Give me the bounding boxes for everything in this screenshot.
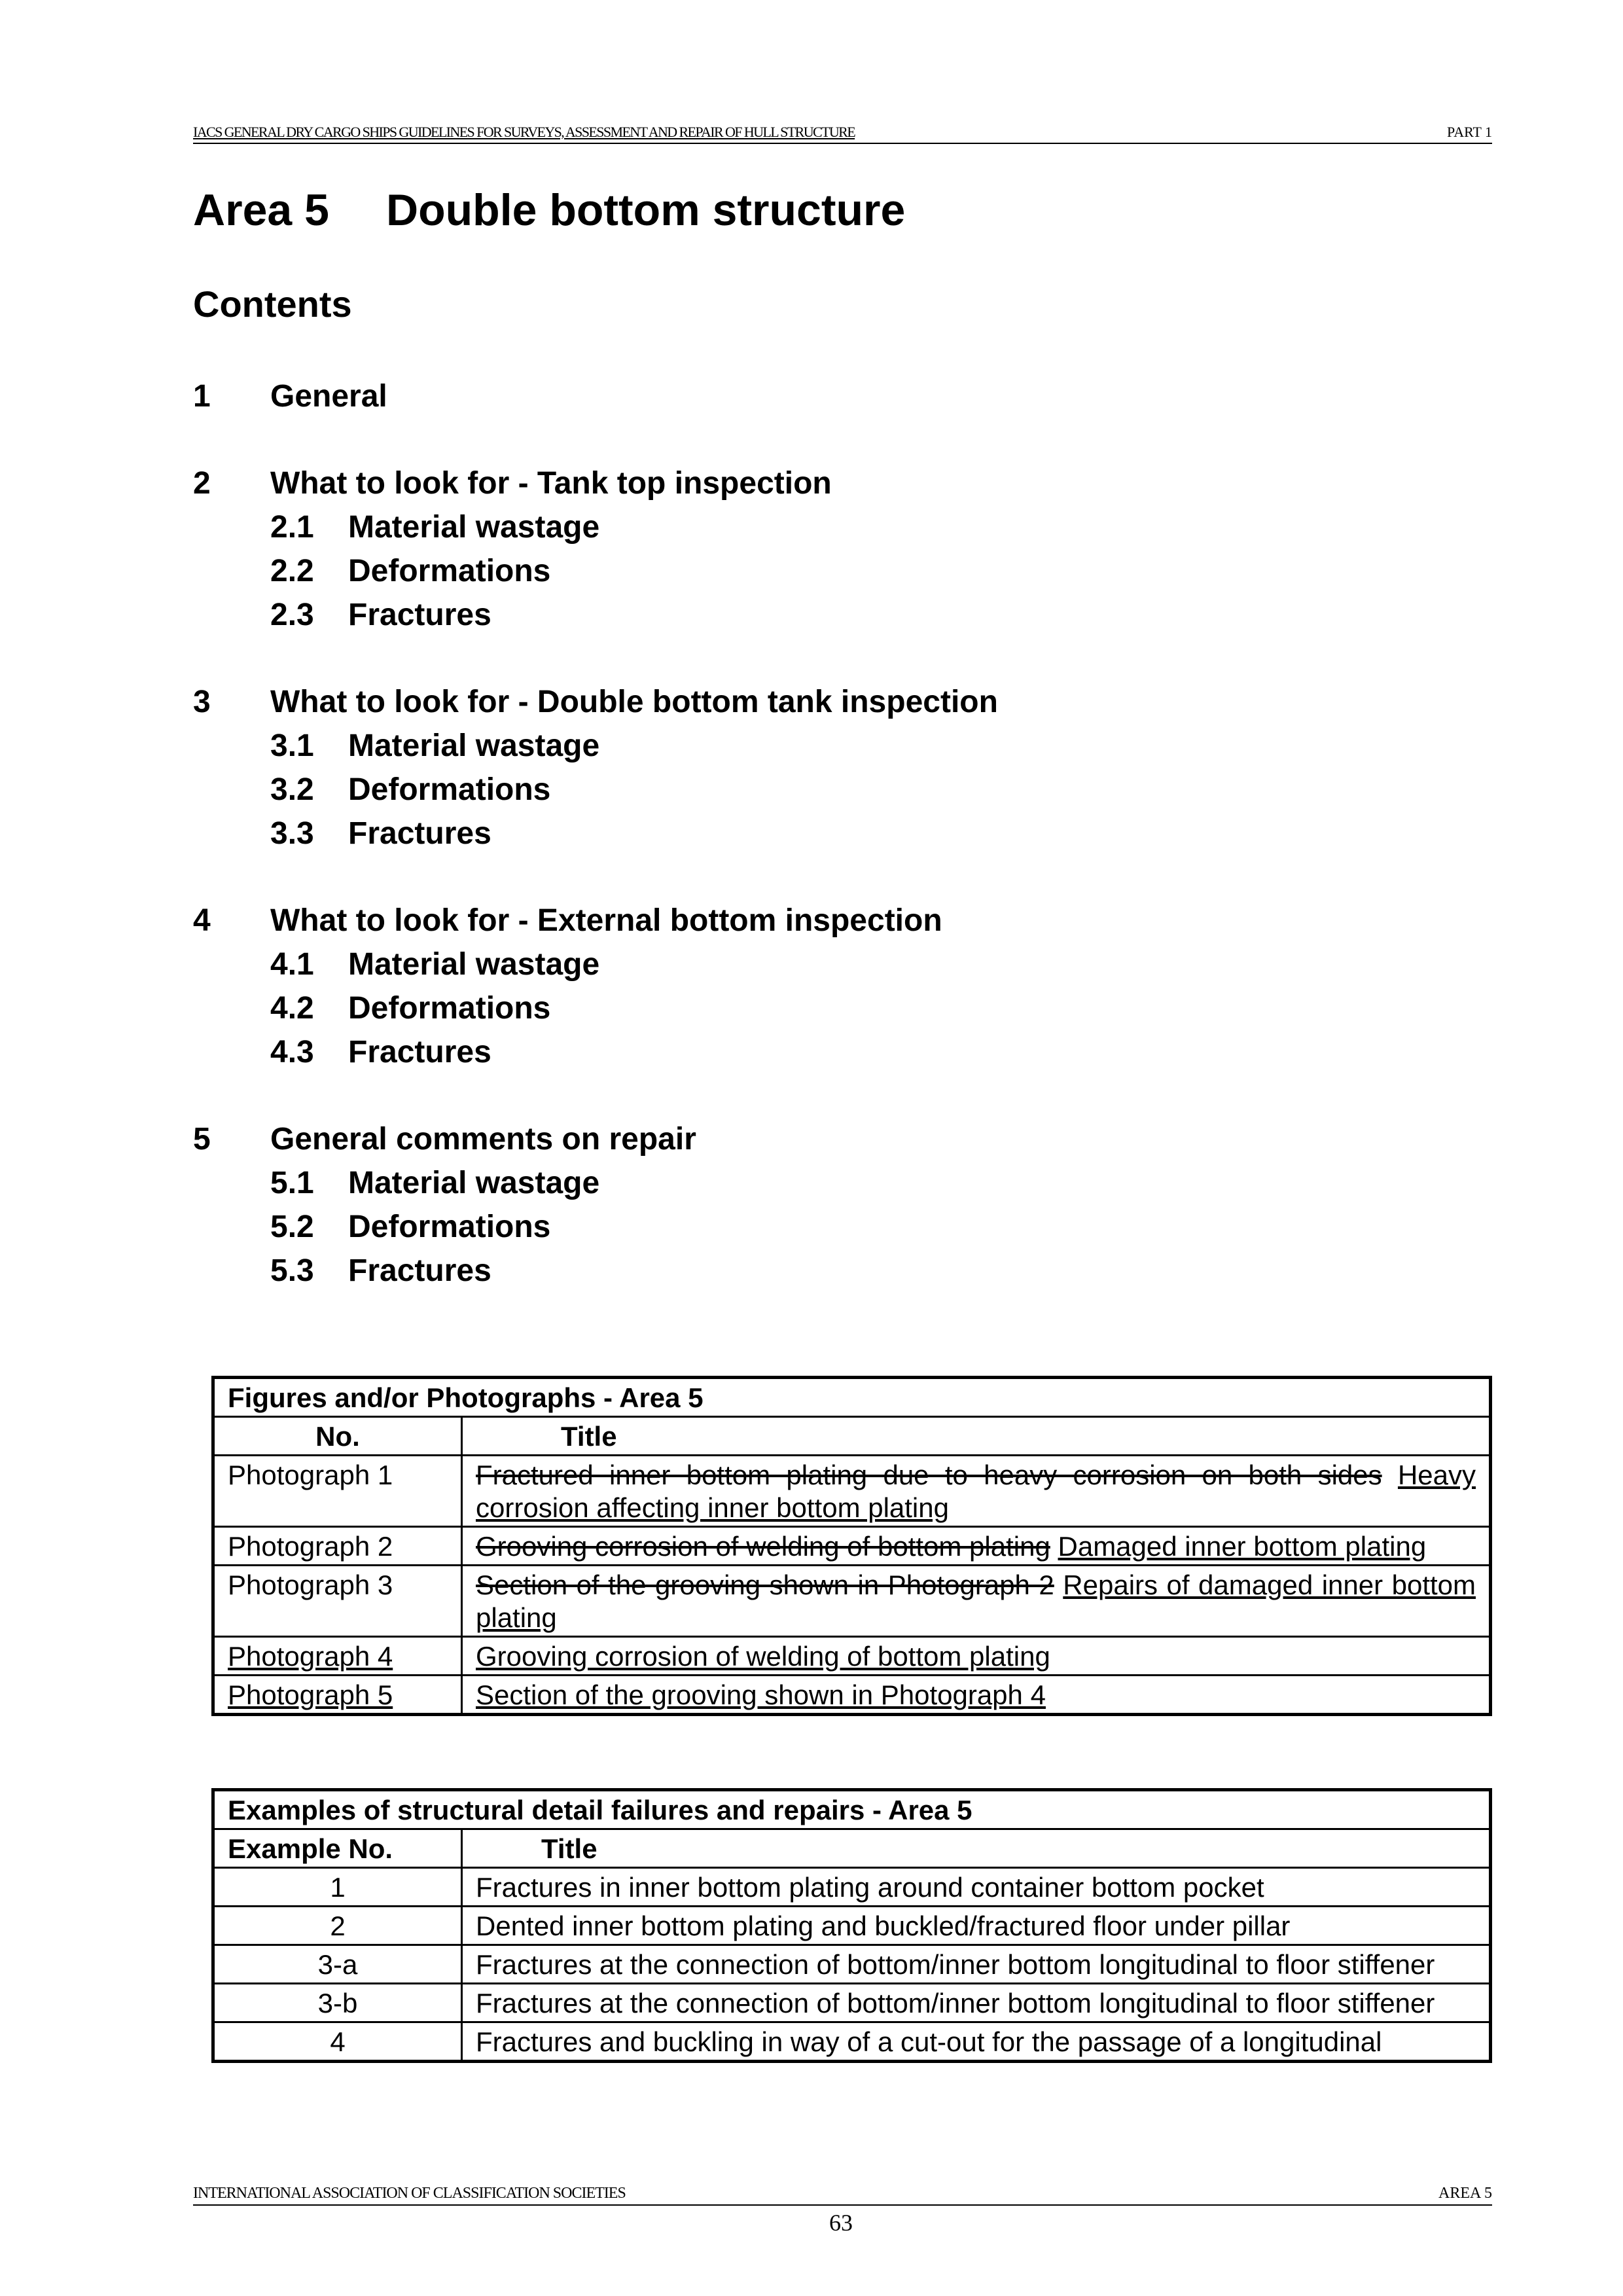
toc-subsection-number: 3.3 xyxy=(270,816,314,851)
photograph-number: Photograph 4 xyxy=(228,1641,393,1672)
toc-section-title: What to look for - Tank top inspection xyxy=(270,466,832,501)
toc-subsection-title: Material wastage xyxy=(348,510,600,545)
toc-subsection-row xyxy=(193,1253,1371,1297)
inserted-title-text: Heavy corrosion affecting inner bottom plating xyxy=(476,1460,1476,1523)
toc-subsection-row xyxy=(193,553,1371,597)
toc-subsection-title: Deformations xyxy=(348,772,551,807)
header-part: PART 1 xyxy=(1447,124,1492,140)
examples-header-row xyxy=(213,1829,1491,1868)
toc-section-number: 1 xyxy=(193,379,211,414)
toc-subsection-title: Deformations xyxy=(348,1210,551,1244)
toc-section-title: General comments on repair xyxy=(270,1122,696,1157)
toc-section xyxy=(193,1121,1371,1297)
toc-subsection-row xyxy=(193,1165,1371,1209)
example-number: 4 xyxy=(213,2022,462,2062)
toc-section-number: 2 xyxy=(193,466,211,501)
toc-subsection-row xyxy=(193,990,1371,1034)
photograph-number-cell xyxy=(213,1456,462,1527)
toc-subsection-title: Material wastage xyxy=(348,947,600,982)
toc-section xyxy=(193,378,1371,422)
deleted-title-text: Grooving corrosion of welding of bottom plating xyxy=(476,1531,1050,1562)
table-row xyxy=(213,1945,1491,1984)
toc-section xyxy=(193,684,1371,859)
photograph-title-cell xyxy=(462,1637,1491,1676)
example-number: 3-b xyxy=(213,1984,462,2022)
toc-subsection-number: 4.1 xyxy=(270,947,314,982)
toc-subsection-number: 5.3 xyxy=(270,1253,314,1288)
toc-subsection-title: Material wastage xyxy=(348,1166,600,1200)
footer-organisation: INTERNATIONAL ASSOCIATION OF CLASSIFICATION SOCIETIES xyxy=(193,2185,626,2202)
toc-section-number: 4 xyxy=(193,903,211,938)
table-row xyxy=(213,1527,1491,1566)
table-row xyxy=(213,1676,1491,1715)
photograph-number: Photograph 5 xyxy=(228,1679,393,1710)
toc-subsection-row xyxy=(193,1034,1371,1078)
toc-subsection-number: 3.1 xyxy=(270,728,314,763)
toc-subsection-title: Fractures xyxy=(348,816,491,851)
toc-section-title: What to look for - External bottom inspection xyxy=(270,903,942,938)
toc-subsection-row xyxy=(193,772,1371,816)
example-number: 3-a xyxy=(213,1945,462,1984)
toc-section-row xyxy=(193,684,1371,728)
inserted-title-text: Section of the grooving shown in Photograph 4 xyxy=(476,1679,1046,1710)
toc-section-title: General xyxy=(270,379,387,414)
page-number: 63 xyxy=(829,2210,853,2236)
toc-section-number: 3 xyxy=(193,685,211,719)
photograph-number-cell xyxy=(213,1676,462,1715)
photograph-title-cell xyxy=(462,1527,1491,1566)
toc-subsection-number: 5.2 xyxy=(270,1210,314,1244)
toc-section-number: 5 xyxy=(193,1122,211,1157)
column-header-no: No. xyxy=(213,1417,462,1456)
table-row xyxy=(213,2022,1491,2062)
table-row xyxy=(213,1637,1491,1676)
example-title: Fractures and buckling in way of a cut-out for the passage of a longitudinal xyxy=(462,2022,1491,2062)
toc-subsection-row xyxy=(193,728,1371,772)
toc-section xyxy=(193,465,1371,641)
column-header-example-no: Example No. xyxy=(213,1829,462,1868)
examples-caption: Examples of structural detail failures and repairs - Area 5 xyxy=(213,1790,1491,1829)
photograph-title-cell xyxy=(462,1566,1491,1637)
toc-subsection-number: 3.2 xyxy=(270,772,314,807)
example-title: Fractures at the connection of bottom/inner bottom longitudinal to floor stiffener xyxy=(462,1984,1491,2022)
footer-area: AREA 5 xyxy=(1438,2185,1492,2202)
toc-subsection-title: Fractures xyxy=(348,598,491,632)
table-row xyxy=(213,1456,1491,1527)
page-header xyxy=(193,122,1492,144)
photograph-title-cell xyxy=(462,1676,1491,1715)
toc-section-row xyxy=(193,465,1371,509)
photographs-caption-row xyxy=(213,1378,1491,1417)
inserted-title-text: Repairs of damaged inner bottom plating xyxy=(476,1570,1476,1633)
toc-subsection-number: 2.2 xyxy=(270,554,314,588)
toc-subsection-number: 4.3 xyxy=(270,1035,314,1069)
photograph-number: Photograph 3 xyxy=(228,1570,393,1600)
example-number: 2 xyxy=(213,1907,462,1945)
photograph-number-cell xyxy=(213,1637,462,1676)
toc-section-row xyxy=(193,378,1371,422)
toc-subsection-number: 2.1 xyxy=(270,510,314,545)
toc-subsection-title: Deformations xyxy=(348,991,551,1026)
toc-subsection-row xyxy=(193,509,1371,553)
deleted-title-text: Section of the grooving shown in Photograph 2 xyxy=(476,1570,1054,1600)
column-header-title: Title xyxy=(462,1829,1491,1868)
toc-section-row xyxy=(193,903,1371,946)
page-footer xyxy=(193,2186,1492,2206)
toc-subsection-number: 2.3 xyxy=(270,598,314,632)
photograph-number-cell xyxy=(213,1566,462,1637)
inserted-title-text: Grooving corrosion of welding of bottom plating xyxy=(476,1641,1050,1672)
inserted-title-text: Damaged inner bottom plating xyxy=(1058,1531,1427,1562)
photograph-number-cell xyxy=(213,1527,462,1566)
toc-subsection-number: 4.2 xyxy=(270,991,314,1026)
table-of-contents xyxy=(193,378,1371,1340)
toc-subsection-row xyxy=(193,1209,1371,1253)
toc-section-row xyxy=(193,1121,1371,1165)
example-title: Fractures in inner bottom plating around container bottom pocket xyxy=(462,1868,1491,1907)
photograph-title-cell xyxy=(462,1456,1491,1527)
example-title: Fractures at the connection of bottom/inner bottom longitudinal to floor stiffener xyxy=(462,1945,1491,1984)
toc-subsection-title: Material wastage xyxy=(348,728,600,763)
example-title: Dented inner bottom plating and buckled/fractured floor under pillar xyxy=(462,1907,1491,1945)
toc-subsection-row xyxy=(193,597,1371,641)
area-number: Area 5 xyxy=(193,185,329,235)
area-title: Double bottom structure xyxy=(386,185,906,235)
examples-table xyxy=(211,1788,1492,2063)
table-row xyxy=(213,1868,1491,1907)
toc-subsection-title: Deformations xyxy=(348,554,551,588)
photographs-header-row xyxy=(213,1417,1491,1456)
example-number: 1 xyxy=(213,1868,462,1907)
photograph-number: Photograph 2 xyxy=(228,1531,393,1562)
header-document-title: IACS GENERAL DRY CARGO SHIPS GUIDELINES FOR SURVEYS, ASSESSMENT AND REPAIR OF HULL STRUCTURE xyxy=(193,124,855,140)
toc-subsection-title: Fractures xyxy=(348,1253,491,1288)
examples-caption-row xyxy=(213,1790,1491,1829)
table-row xyxy=(213,1566,1491,1637)
photograph-number: Photograph 1 xyxy=(228,1460,393,1490)
toc-section xyxy=(193,903,1371,1078)
deleted-title-text: Fractured inner bottom plating due to heavy corrosion on both sides xyxy=(476,1460,1382,1490)
toc-section-title: What to look for - Double bottom tank inspection xyxy=(270,685,998,719)
toc-subsection-number: 5.1 xyxy=(270,1166,314,1200)
table-row xyxy=(213,1984,1491,2022)
photographs-caption: Figures and/or Photographs - Area 5 xyxy=(213,1378,1491,1417)
toc-subsection-row xyxy=(193,816,1371,859)
contents-heading: Contents xyxy=(193,283,352,325)
photographs-table xyxy=(211,1376,1492,1716)
toc-subsection-title: Fractures xyxy=(348,1035,491,1069)
toc-subsection-row xyxy=(193,946,1371,990)
table-row xyxy=(213,1907,1491,1945)
column-header-title: Title xyxy=(462,1417,1491,1456)
